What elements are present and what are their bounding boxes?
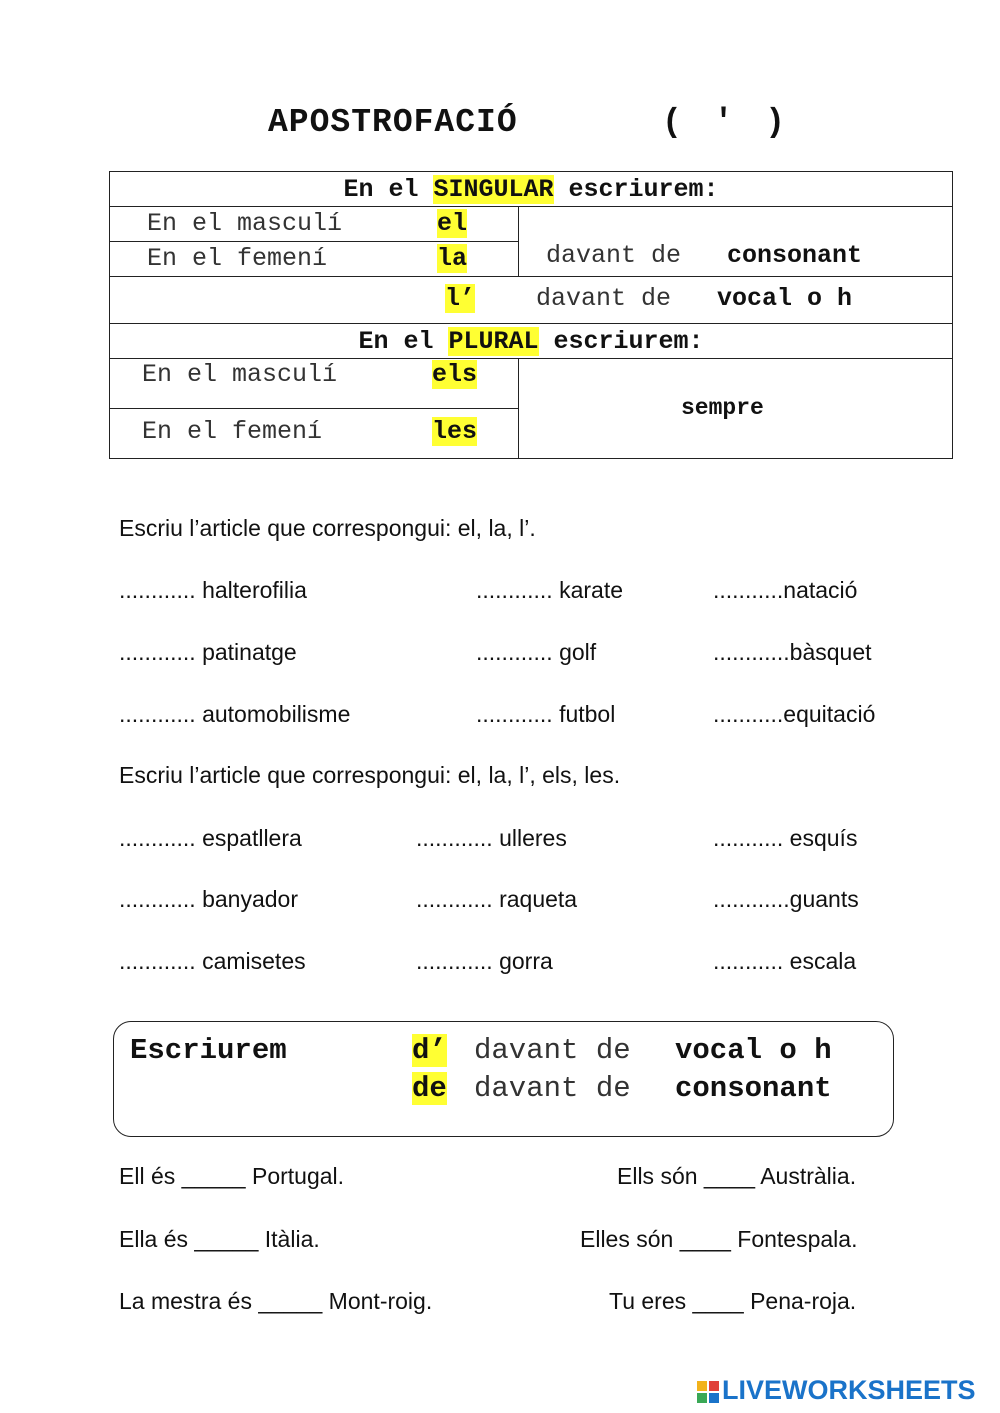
sentence-item[interactable]: Ells són ____ Austràlia. [617, 1163, 857, 1189]
exercise-item[interactable]: ........... escala [713, 948, 857, 974]
plural-masc-row [110, 359, 519, 409]
rule-keyword: consonant [675, 1072, 832, 1105]
exercise-item[interactable]: ............ gorra [416, 948, 553, 974]
exercise-item[interactable]: ............guants [713, 886, 859, 912]
rule-keyword: vocal o h [717, 284, 853, 313]
article-rules-table [109, 171, 953, 459]
exercise-item[interactable]: ............ raqueta [416, 886, 578, 912]
sentence-item[interactable]: Elles són ____ Fontespala. [580, 1226, 858, 1252]
singular-header [110, 172, 953, 207]
rule-text: davant de [474, 1072, 631, 1105]
article-les: les [432, 416, 478, 446]
rule-text: davant de [546, 240, 682, 270]
exercise-item[interactable]: ............ espatllera [119, 825, 302, 851]
header-text: escriurem: [568, 174, 719, 204]
article-de: de [412, 1072, 447, 1105]
exercise2-instruction: Escriu l’article que correspongui: el, la, l’, els, les. [119, 762, 621, 788]
rule-text: davant de [536, 284, 672, 313]
exercise-item[interactable]: ............ futbol [476, 701, 616, 727]
page-title: APOSTROFACIÓ [268, 104, 518, 141]
liveworksheets-logo-icon [697, 1381, 719, 1403]
article-apostrophe: l’ [445, 284, 476, 313]
apostrophe-symbol: ( ' ) [662, 104, 792, 141]
exercise-item[interactable]: ............bàsquet [713, 639, 872, 665]
exercise-item[interactable]: ............ patinatge [119, 639, 297, 665]
exercise-item[interactable]: ........... esquís [713, 825, 858, 851]
plural-highlight: PLURAL [448, 326, 539, 356]
header-text: En el [358, 326, 434, 356]
fem-label: En el femení [147, 244, 328, 273]
apostrophe-row [110, 277, 953, 324]
plural-header [110, 324, 953, 359]
exercise-item[interactable]: ............ halterofilia [119, 577, 307, 603]
consonant-rule-cell [519, 207, 953, 277]
plural-fem-row [110, 409, 519, 459]
sentence-item[interactable]: Tu eres ____ Pena-roja. [609, 1288, 857, 1314]
singular-fem-row [110, 242, 519, 277]
exercise-item[interactable]: ............ banyador [119, 886, 298, 912]
article-els: els [432, 359, 478, 389]
exercise-item[interactable]: ............ camisetes [119, 948, 306, 974]
de-rule-label: Escriurem [130, 1034, 287, 1067]
sentence-item[interactable]: La mestra és _____ Mont-roig. [119, 1288, 433, 1314]
always-text: sempre [681, 394, 764, 421]
rule-keyword: consonant [727, 240, 863, 270]
sentence-item[interactable]: Ella és _____ Itàlia. [119, 1226, 320, 1252]
header-text: escriurem: [553, 326, 704, 356]
exercise-item[interactable]: ...........natació [713, 577, 858, 603]
singular-masc-row [110, 207, 519, 242]
exercise-item[interactable]: ............ automobilisme [119, 701, 351, 727]
fem-label: En el femení [142, 416, 323, 446]
exercise1-instruction: Escriu l’article que correspongui: el, la, l’. [119, 515, 536, 541]
article-d-apostrophe: d’ [412, 1034, 447, 1067]
rule-text: davant de [474, 1034, 631, 1067]
always-rule-cell [519, 359, 953, 459]
article-el: el [437, 209, 468, 238]
singular-highlight: SINGULAR [433, 174, 554, 204]
article-la: la [437, 244, 468, 273]
brand-logo[interactable]: LIVEWORKSHEETS [722, 1375, 976, 1405]
masc-label: En el masculí [142, 359, 338, 389]
exercise-item[interactable]: ............ golf [476, 639, 597, 665]
header-text: En el [343, 174, 419, 204]
exercise-item[interactable]: ............ karate [476, 577, 623, 603]
exercise-item[interactable]: ...........equitació [713, 701, 876, 727]
sentence-item[interactable]: Ell és _____ Portugal. [119, 1163, 345, 1189]
exercise-item[interactable]: ............ ulleres [416, 825, 567, 851]
rule-keyword: vocal o h [675, 1034, 832, 1067]
masc-label: En el masculí [147, 209, 343, 238]
